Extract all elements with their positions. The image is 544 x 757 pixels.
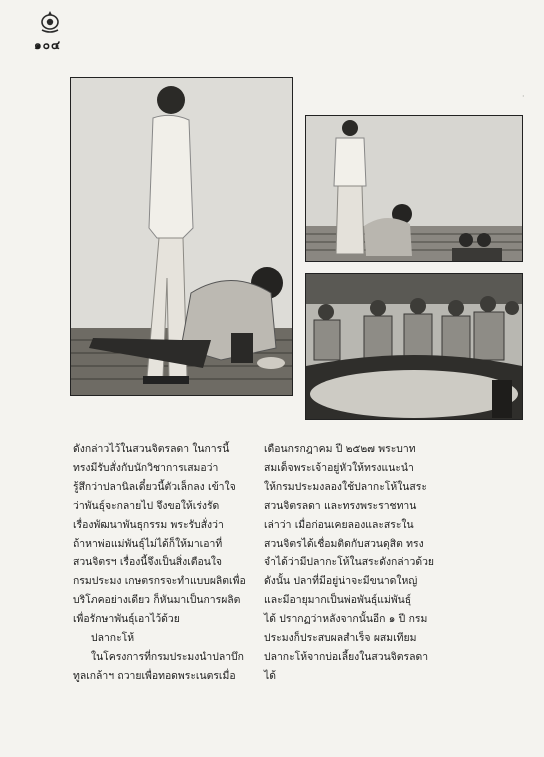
section-heading: ปลากะโห้ — [91, 632, 135, 645]
paragraph-line: เดือนกรกฎาคม ปี ๒๕๒๗ พระบาท — [264, 443, 416, 455]
paragraph-line: กรมประมง เกษตรกรจะทำแบบผลิตเพื่อ — [73, 575, 246, 588]
text-column-right — [264, 440, 459, 686]
text-column-left — [73, 440, 283, 686]
paragraph-line: ในโครงการที่กรมประมงนำปลาบึก — [91, 650, 244, 663]
royal-emblem-icon — [39, 10, 61, 34]
paragraph-line: ปลากะโห้จากบ่อเลี้ยงในสวนจิตรลดา — [264, 650, 429, 663]
paragraph-line: ได้ ปรากฏว่าหลังจากนั้นอีก ๑ ปี กรม — [264, 613, 428, 626]
paragraph-line: บริโภคอย่างเดียว ก็หันมาเป็นการผลิต — [73, 594, 241, 607]
paragraph-line: ถ้าหาพ่อแม่พันธุ์ไม่ได้ก็ให้มาเอาที่ — [73, 537, 223, 550]
paragraph-line: เรื่องพัฒนาพันธุกรรม พระรับสั่งว่า — [73, 518, 224, 531]
paragraph-line: ให้กรมประมงลองใช้ปลากะโห้ในสระ — [264, 480, 427, 493]
paragraph-line: ทรงมีรับสั่งกับนักวิชาการเสมอว่า — [73, 461, 219, 474]
paragraph-line: สวนจิตรฯ เรื่องนี้จึงเป็นสิ่งเตือนใจ — [73, 556, 223, 569]
photo-officials-at-fish-tank — [305, 273, 523, 420]
photo-king-inspecting-fish — [70, 77, 293, 396]
edge-mark: · — [522, 92, 525, 101]
paragraph-line: สมเด็จพระเจ้าอยู่หัวให้ทรงแนะนำ — [264, 461, 414, 474]
paragraph-line: ดังกล่าวไว้ในสวนจิตรลดา ในการนี้ — [73, 443, 230, 455]
paragraph-line: ว่าพันธุ์จะกลายไป จึงขอให้เร่งรัด — [73, 499, 220, 512]
paragraph-line: รู้สึกว่าปลานิลเดี๋ยวนี้ตัวเล็กลง เข้าใจ — [73, 480, 236, 493]
photo-king-at-pond-edge — [305, 115, 523, 262]
paragraph-line: สวนจิตรได้เชื่อมติดกับสวนดุสิต ทรง — [264, 537, 424, 550]
paragraph-line: ประมงก็ประสบผลสำเร็จ ผสมเทียม — [264, 632, 417, 645]
paragraph-line: เพื่อรักษาพันธุ์เอาไว้ด้วย — [73, 613, 180, 626]
paragraph-line: ดังนั้น ปลาที่มีอยู่น่าจะมีขนาดใหญ่ — [264, 575, 418, 588]
paragraph-line: สวนจิตรลดา และทรงพระราชทาน — [264, 499, 417, 512]
paragraph-line: และมีอายุมากเป็นพ่อพันธุ์แม่พันธุ์ — [264, 594, 412, 607]
page-number: ๑๐๔ — [34, 38, 62, 52]
paragraph-line: ทูลเกล้าฯ ถวายเพื่อทอดพระเนตรเมื่อ — [73, 669, 236, 682]
paragraph-line: ได้ — [264, 669, 276, 682]
paragraph-line: เล่าว่า เมื่อก่อนเคยลองและสระใน — [264, 518, 414, 531]
paragraph-line: จำได้ว่ามีปลากะโห้ในสระดังกล่าวด้วย — [264, 556, 435, 569]
